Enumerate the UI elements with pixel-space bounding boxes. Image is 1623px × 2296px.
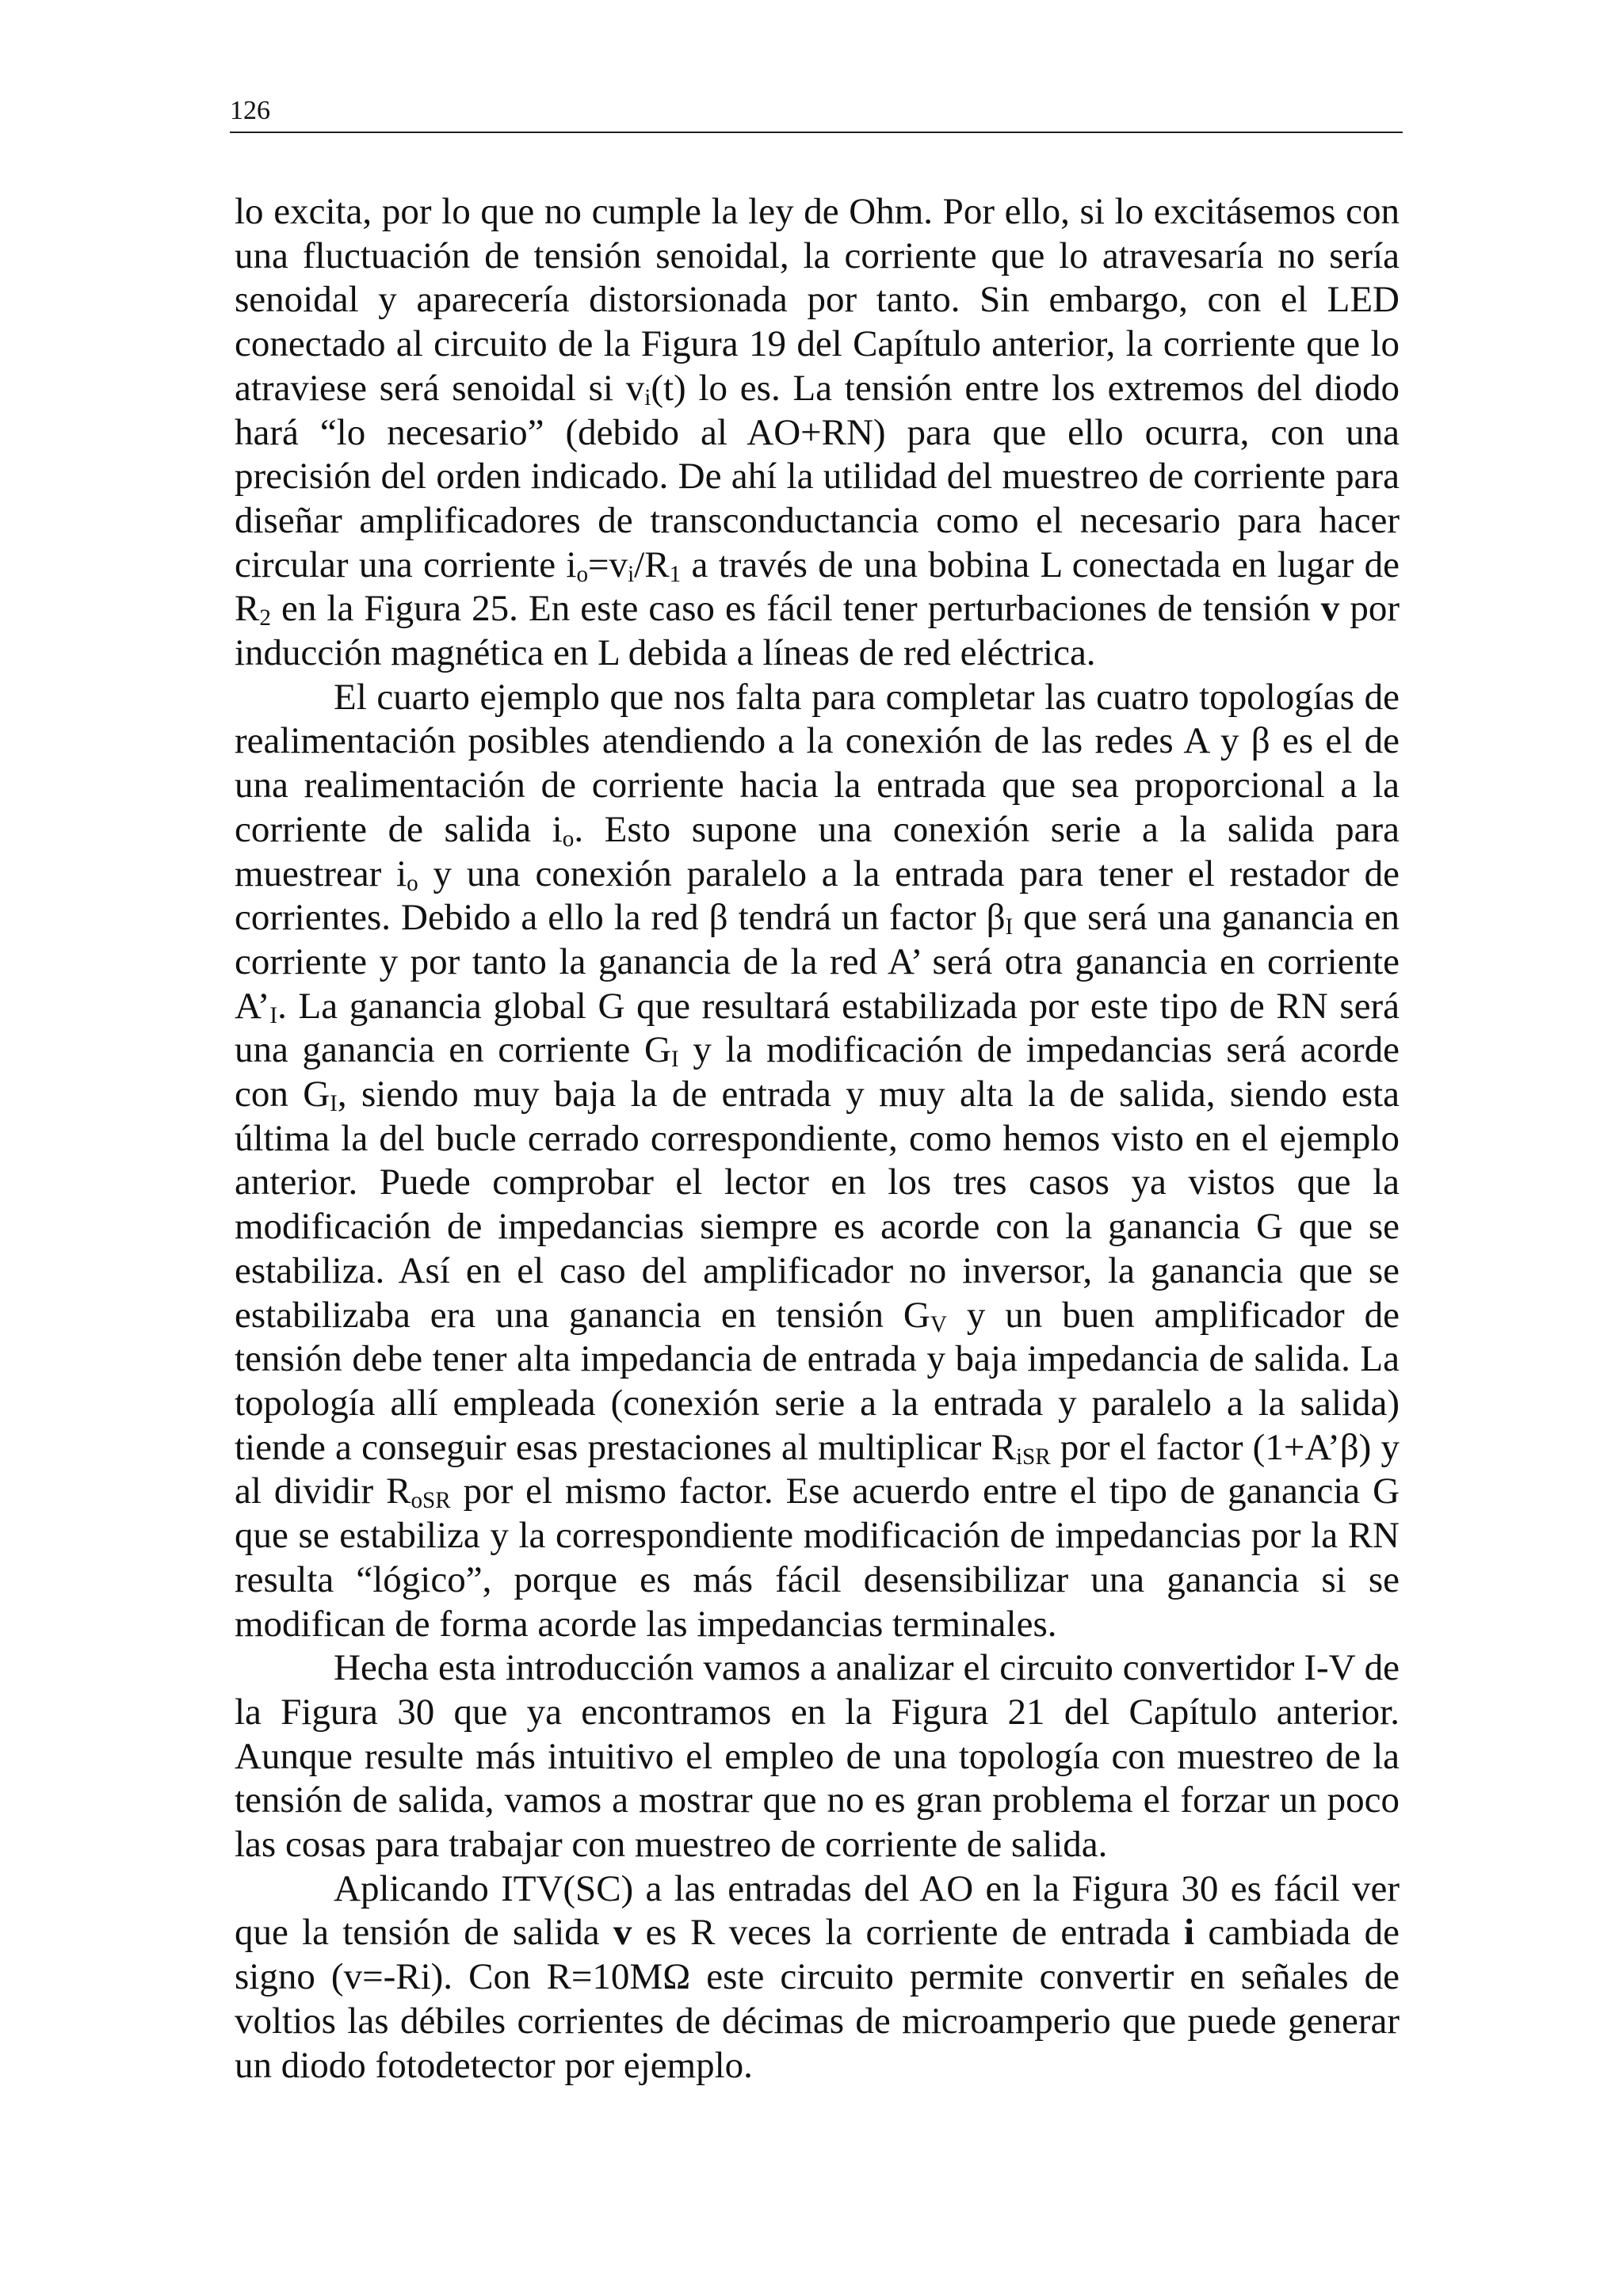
text-run: por inducción magnética en L debida a líneas de red eléctrica.	[235, 588, 1400, 674]
subscript: V	[930, 1311, 947, 1337]
subscript: oSR	[411, 1488, 451, 1514]
paragraph-2	[235, 676, 1400, 1646]
subscript: 2	[259, 605, 271, 631]
text-run: . La ganancia global G que resultará estabilizada por este tipo de RN será una ganancia en corriente G	[235, 985, 1400, 1071]
paragraph-1	[235, 190, 1400, 676]
page-number: 126	[230, 96, 270, 125]
text-run: /R	[634, 543, 670, 585]
bold-symbol: i	[1183, 1912, 1195, 1954]
subscript: o	[407, 870, 418, 896]
subscript: I	[670, 1047, 679, 1073]
text-run: lo excita, por lo que no cumple la ley de Ohm. Por ello, si lo excitásemos con una fluctuación de tensión senoidal, la corriente que lo atravesaría no sería senoidal y aparecería distorsionada por tanto. Sin embargo, con el LED conectado al circuito de la Figura 19 del Capítulo anterior, la corriente que lo atraviese será senoidal si v	[235, 191, 1400, 409]
paragraph-3	[235, 1646, 1400, 1867]
bold-symbol: v	[1320, 588, 1340, 630]
text-run: =v	[588, 543, 628, 585]
subscript: o	[562, 826, 575, 852]
subscript: o	[576, 561, 589, 587]
text-run: en la Figura 25. En este caso es fácil tener perturbaciones de tensión	[270, 588, 1321, 630]
text-run: y la modificación de impedancias será acorde con G	[235, 1029, 1400, 1116]
body-text	[235, 190, 1400, 2088]
text-run: y un buen amplificador de tensión debe tener alta impedancia de entrada y baja impedancia de salida. La topología allí empleada (conexión serie a la entrada y paralelo a la salida) tiende a conseguir esas prestaciones al multiplicar R	[235, 1294, 1400, 1468]
text-run: (t) lo es. La tensión entre los extremos del diodo hará “lo necesario” (debido al AO+RN) para que ello ocurra, con una precisión del orden indicado. De ahí la utilidad del muestreo de corriente para diseñar amplificadores de transconductancia como el necesario para hacer circular una corriente i	[235, 367, 1400, 585]
text-run: . Esto supone una conexión serie a la salida para muestrear i	[235, 808, 1400, 894]
subscript: I	[269, 1002, 278, 1028]
paragraph-4	[235, 1867, 1400, 2088]
text-run: es R veces la corriente de entrada	[632, 1912, 1184, 1954]
page-header	[230, 95, 1403, 133]
subscript: I	[330, 1090, 338, 1116]
text-run: cambiada de signo (v=-Ri). Con R=10MΩ este circuito permite convertir en señales de voltios las débiles corrientes de décimas de microamperio que puede generar un diodo fotodetector por ejemplo.	[235, 1912, 1400, 2086]
text-run: y una conexión paralelo a la entrada para tener el restador de corrientes. Debido a ello la red β tendrá un factor β	[235, 852, 1400, 939]
text-run: a través de una bobina L conectada en lugar de R	[235, 543, 1400, 630]
subscript: i	[628, 561, 635, 587]
bold-symbol: v	[613, 1912, 632, 1954]
text-run: Aplicando ITV(SC) a las entradas del AO en la Figura 30 es fácil ver que la tensión de salida	[235, 1867, 1400, 1954]
text-run: El cuarto ejemplo que nos falta para completar las cuatro topologías de realimentación posibles atendiendo a la conexión de las redes A y β es el de una realimentación de corriente hacia la entrada que sea proporcional a la corriente de salida i	[235, 676, 1400, 850]
text-run: que será una ganancia en corriente y por tanto la ganancia de la red A’ será otra ganancia en corriente A’	[235, 897, 1400, 1027]
subscript: i	[644, 384, 651, 410]
text-run: Hecha esta introducción vamos a analizar el circuito convertidor I-V de la Figura 30 que ya encontramos en la Figura 21 del Capítulo anterior. Aunque resulte más intuitivo el empleo de una topología con muestreo de la tensión de salida, vamos a mostrar que no es gran problema el forzar un poco las cosas para trabajar con muestreo de corriente de salida.	[235, 1647, 1400, 1866]
text-run: por el mismo factor. Ese acuerdo entre el tipo de ganancia G que se estabiliza y la correspondiente modificación de impedancias por la RN resulta “lógico”, porque es más fácil desensibilizar una ganancia si se modifican de forma acorde las impedancias terminales.	[235, 1470, 1400, 1645]
text-run: por el factor (1+A’β) y al dividir R	[235, 1426, 1400, 1512]
subscript: I	[1005, 914, 1014, 940]
subscript: 1	[669, 561, 682, 587]
text-run: , siendo muy baja la de entrada y muy alta la de salida, siendo esta última la del bucle cerrado correspondiente, como hemos visto en el ejemplo anterior. Puede comprobar el lector en los tres casos ya vistos que la modificación de impedancias siempre es acorde con la ganancia G que se estabiliza. Así en el caso del amplificador no inversor, la ganancia que se estabilizaba era una ganancia en tensión G	[235, 1074, 1400, 1336]
subscript: iSR	[1015, 1444, 1051, 1470]
